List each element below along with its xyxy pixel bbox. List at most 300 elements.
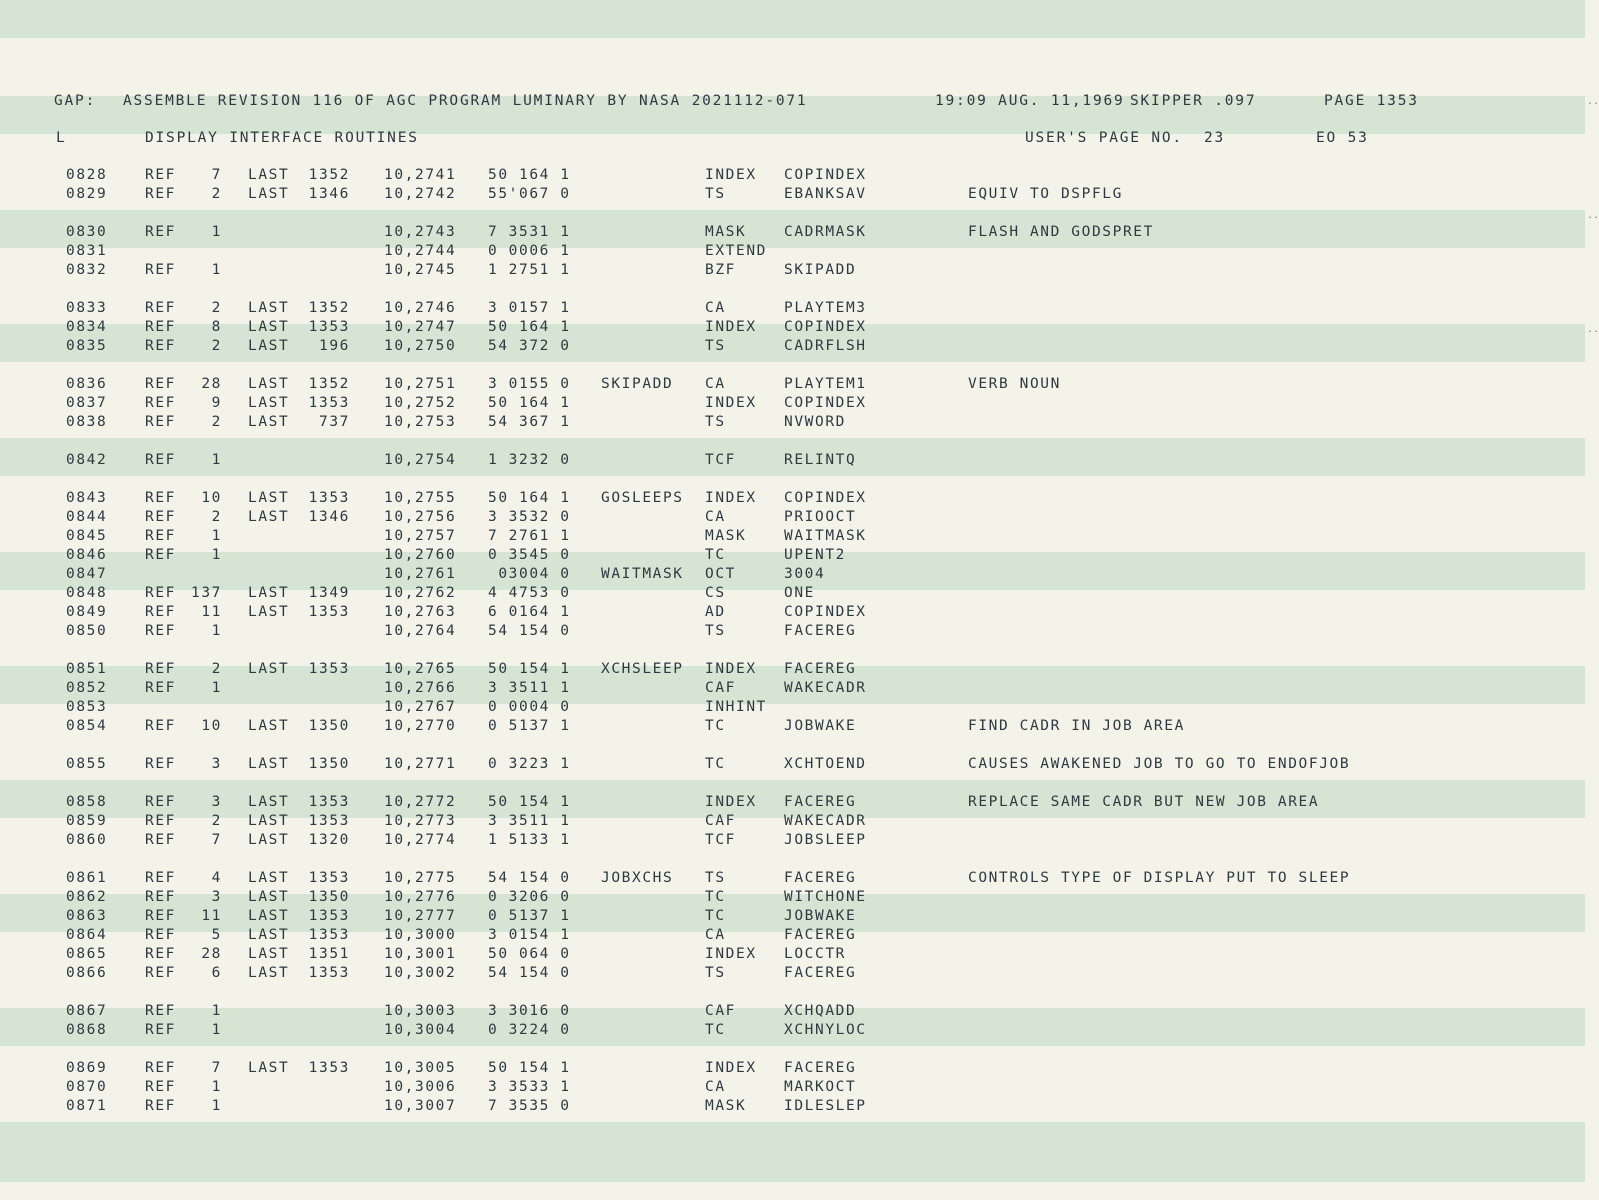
listing-row: [0, 869, 1599, 888]
address: 10,2770: [384, 718, 457, 734]
last-label: LAST: [248, 376, 290, 392]
listing-row: [0, 166, 1599, 185]
listing-row: [0, 546, 1599, 565]
listing-row: [0, 755, 1599, 774]
operand: FACEREG: [784, 661, 857, 677]
last-label: LAST: [248, 870, 290, 886]
last-page: 1353: [308, 661, 350, 677]
ref-marker: REF: [145, 813, 176, 829]
operand: SKIPADD: [784, 262, 857, 278]
operand: COPINDEX: [784, 395, 867, 411]
users-page-number: USER'S PAGE NO. 23: [1025, 130, 1226, 146]
ref-marker: REF: [145, 1003, 176, 1019]
machine-code: 50 154 1: [488, 1060, 571, 1076]
edge-mark: ..: [1586, 324, 1599, 335]
line-number: 0855: [66, 756, 108, 772]
ref-marker: REF: [145, 623, 176, 639]
ref-marker: REF: [145, 946, 176, 962]
operand: FACEREG: [784, 794, 857, 810]
ref-count: 3: [211, 756, 222, 772]
ref-marker: REF: [145, 756, 176, 772]
address: 10,2764: [384, 623, 457, 639]
ref-count: 2: [211, 186, 222, 202]
machine-code: 7 2761 1: [488, 528, 571, 544]
last-label: LAST: [248, 395, 290, 411]
operand: XCHNYLOC: [784, 1022, 867, 1038]
address: 10,2757: [384, 528, 457, 544]
address: 10,2766: [384, 680, 457, 696]
ref-marker: REF: [145, 718, 176, 734]
operand: IDLESLEP: [784, 1098, 867, 1114]
operand: WAITMASK: [784, 528, 867, 544]
line-number: 0832: [66, 262, 108, 278]
ref-count: 1: [211, 623, 222, 639]
machine-code: 0 5137 1: [488, 718, 571, 734]
machine-code: 3 3511 1: [488, 680, 571, 696]
machine-code: 50 154 1: [488, 794, 571, 810]
listing-row: [0, 1078, 1599, 1097]
ref-marker: REF: [145, 870, 176, 886]
address: 10,3001: [384, 946, 457, 962]
address: 10,2747: [384, 319, 457, 335]
ref-marker: REF: [145, 1022, 176, 1038]
opcode: INDEX: [705, 319, 757, 335]
comment: REPLACE SAME CADR BUT NEW JOB AREA: [968, 794, 1320, 810]
address: 10,2767: [384, 699, 457, 715]
line-number: 0860: [66, 832, 108, 848]
opcode: CA: [705, 300, 726, 316]
machine-code: 50 164 1: [488, 395, 571, 411]
line-number: 0837: [66, 395, 108, 411]
listing-row: [0, 318, 1599, 337]
ref-count: 10: [201, 490, 222, 506]
comment: FLASH AND GODSPRET: [968, 224, 1154, 240]
ref-marker: REF: [145, 1079, 176, 1095]
opcode: TS: [705, 965, 726, 981]
machine-code: 50 164 1: [488, 167, 571, 183]
comment: CONTROLS TYPE OF DISPLAY PUT TO SLEEP: [968, 870, 1351, 886]
ref-count: 137: [191, 585, 222, 601]
machine-code: 54 154 0: [488, 870, 571, 886]
ref-count: 1: [211, 262, 222, 278]
ref-marker: REF: [145, 262, 176, 278]
address: 10,2742: [384, 186, 457, 202]
operand: 3004: [784, 566, 826, 582]
line-number: 0871: [66, 1098, 108, 1114]
skipper: SKIPPER .097: [1130, 93, 1257, 109]
paper-stripe: [0, 1122, 1585, 1182]
listing-row: [0, 508, 1599, 527]
listing-row: [0, 299, 1599, 318]
last-label: LAST: [248, 889, 290, 905]
line-number: 0838: [66, 414, 108, 430]
comment: CAUSES AWAKENED JOB TO GO TO ENDOFJOB: [968, 756, 1351, 772]
listing-row: [0, 831, 1599, 850]
machine-code: 03004 0: [488, 566, 571, 582]
last-page: 1351: [308, 946, 350, 962]
listing-row: [0, 451, 1599, 470]
ref-count: 9: [211, 395, 222, 411]
opcode: TS: [705, 623, 726, 639]
ref-marker: REF: [145, 300, 176, 316]
ref-marker: REF: [145, 889, 176, 905]
line-number: 0850: [66, 623, 108, 639]
address: 10,2772: [384, 794, 457, 810]
last-page: 1353: [308, 794, 350, 810]
address: 10,2756: [384, 509, 457, 525]
machine-code: 0 3206 0: [488, 889, 571, 905]
address: 10,2754: [384, 452, 457, 468]
address: 10,2775: [384, 870, 457, 886]
address: 10,3004: [384, 1022, 457, 1038]
opcode: CA: [705, 1079, 726, 1095]
ref-count: 6: [211, 965, 222, 981]
line-number: 0863: [66, 908, 108, 924]
operand: JOBWAKE: [784, 718, 857, 734]
line-number: 0849: [66, 604, 108, 620]
listing-row: [0, 679, 1599, 698]
opcode: CAF: [705, 813, 736, 829]
opcode: TC: [705, 756, 726, 772]
listing-row: [0, 337, 1599, 356]
operand: WAKECADR: [784, 813, 867, 829]
last-label: LAST: [248, 946, 290, 962]
machine-code: 55'067 0: [488, 186, 571, 202]
machine-code: 50 154 1: [488, 661, 571, 677]
address: 10,3003: [384, 1003, 457, 1019]
listing-row: [0, 1021, 1599, 1040]
machine-code: 7 3531 1: [488, 224, 571, 240]
opcode: TC: [705, 889, 726, 905]
line-number: 0834: [66, 319, 108, 335]
listing-row: [0, 1097, 1599, 1116]
ref-count: 2: [211, 414, 222, 430]
line-number: 0848: [66, 585, 108, 601]
operand: FACEREG: [784, 870, 857, 886]
last-label: LAST: [248, 186, 290, 202]
last-label: LAST: [248, 965, 290, 981]
comment: FIND CADR IN JOB AREA: [968, 718, 1185, 734]
symbol-label: XCHSLEEP: [601, 661, 684, 677]
opcode: TS: [705, 186, 726, 202]
opcode: INDEX: [705, 946, 757, 962]
last-label: LAST: [248, 338, 290, 354]
address: 10,2743: [384, 224, 457, 240]
operand: CADRMASK: [784, 224, 867, 240]
symbol-label: GOSLEEPS: [601, 490, 684, 506]
listing-row: [0, 964, 1599, 983]
machine-code: 0 0004 0: [488, 699, 571, 715]
ref-marker: REF: [145, 338, 176, 354]
ref-count: 4: [211, 870, 222, 886]
machine-code: 4 4753 0: [488, 585, 571, 601]
opcode: TS: [705, 870, 726, 886]
opcode: INDEX: [705, 167, 757, 183]
machine-code: 1 5133 1: [488, 832, 571, 848]
machine-code: 3 3016 0: [488, 1003, 571, 1019]
operand: FACEREG: [784, 623, 857, 639]
operand: CADRFLSH: [784, 338, 867, 354]
operand: LOCCTR: [784, 946, 846, 962]
listing-row: [0, 1059, 1599, 1078]
machine-code: 54 367 1: [488, 414, 571, 430]
ref-count: 1: [211, 452, 222, 468]
edge-mark: ..: [1586, 96, 1599, 107]
line-number: 0866: [66, 965, 108, 981]
opcode: INDEX: [705, 661, 757, 677]
line-number: 0846: [66, 547, 108, 563]
address: 10,3005: [384, 1060, 457, 1076]
page-number: PAGE 1353: [1324, 93, 1419, 109]
operand: PLAYTEM3: [784, 300, 867, 316]
address: 10,2752: [384, 395, 457, 411]
machine-code: 3 0154 1: [488, 927, 571, 943]
edge-mark: ..: [1586, 210, 1599, 221]
listing-row: [0, 907, 1599, 926]
opcode: INHINT: [705, 699, 767, 715]
ref-count: 2: [211, 338, 222, 354]
machine-code: 0 0006 1: [488, 243, 571, 259]
operand: XCHTOEND: [784, 756, 867, 772]
line-number: 0851: [66, 661, 108, 677]
listing-row: [0, 413, 1599, 432]
ref-marker: REF: [145, 794, 176, 810]
address: 10,2753: [384, 414, 457, 430]
listing-row: [0, 489, 1599, 508]
line-number: 0869: [66, 1060, 108, 1076]
listing-row: [0, 584, 1599, 603]
machine-code: 1 2751 1: [488, 262, 571, 278]
machine-code: 50 064 0: [488, 946, 571, 962]
line-number: 0833: [66, 300, 108, 316]
machine-code: 54 154 0: [488, 623, 571, 639]
opcode: TC: [705, 1022, 726, 1038]
listing-row: [0, 375, 1599, 394]
last-page: 1353: [308, 1060, 350, 1076]
line-number: 0868: [66, 1022, 108, 1038]
address: 10,3006: [384, 1079, 457, 1095]
address: 10,2765: [384, 661, 457, 677]
machine-code: 1 3232 0: [488, 452, 571, 468]
opcode: MASK: [705, 224, 747, 240]
last-page: 1346: [308, 509, 350, 525]
ref-count: 1: [211, 1003, 222, 1019]
ref-count: 28: [201, 946, 222, 962]
machine-code: 3 3532 0: [488, 509, 571, 525]
address: 10,3002: [384, 965, 457, 981]
ref-marker: REF: [145, 376, 176, 392]
last-page: 1352: [308, 167, 350, 183]
ref-count: 28: [201, 376, 222, 392]
ref-count: 7: [211, 1060, 222, 1076]
operand: WITCHONE: [784, 889, 867, 905]
operand: FACEREG: [784, 965, 857, 981]
ref-marker: REF: [145, 604, 176, 620]
ref-count: 1: [211, 547, 222, 563]
last-label: LAST: [248, 661, 290, 677]
ref-count: 2: [211, 509, 222, 525]
ref-marker: REF: [145, 1060, 176, 1076]
opcode: CAF: [705, 1003, 736, 1019]
last-page: 1349: [308, 585, 350, 601]
last-page: 1352: [308, 300, 350, 316]
address: 10,2763: [384, 604, 457, 620]
comment: VERB NOUN: [968, 376, 1061, 392]
opcode: CA: [705, 376, 726, 392]
ref-count: 7: [211, 832, 222, 848]
ref-marker: REF: [145, 832, 176, 848]
ref-count: 11: [201, 908, 222, 924]
machine-code: 54 372 0: [488, 338, 571, 354]
ref-marker: REF: [145, 167, 176, 183]
ref-count: 1: [211, 1022, 222, 1038]
operand: MARKOCT: [784, 1079, 857, 1095]
listing-row: [0, 565, 1599, 584]
operand: FACEREG: [784, 927, 857, 943]
operand: RELINTQ: [784, 452, 857, 468]
ref-marker: REF: [145, 452, 176, 468]
last-page: 1353: [308, 908, 350, 924]
last-page: 1353: [308, 813, 350, 829]
last-page: 1353: [308, 604, 350, 620]
ref-marker: REF: [145, 661, 176, 677]
opcode: INDEX: [705, 395, 757, 411]
last-label: LAST: [248, 167, 290, 183]
ref-count: 7: [211, 167, 222, 183]
line-number: 0864: [66, 927, 108, 943]
opcode: CAF: [705, 680, 736, 696]
listing-row: [0, 888, 1599, 907]
last-label: LAST: [248, 813, 290, 829]
operand: WAKECADR: [784, 680, 867, 696]
line-number: 0829: [66, 186, 108, 202]
last-page: 1350: [308, 718, 350, 734]
operand: EBANKSAV: [784, 186, 867, 202]
machine-code: 3 3511 1: [488, 813, 571, 829]
opcode: TC: [705, 547, 726, 563]
machine-code: 7 3535 0: [488, 1098, 571, 1114]
last-page: 1353: [308, 870, 350, 886]
listing-row: [0, 527, 1599, 546]
ref-count: 1: [211, 1098, 222, 1114]
ref-count: 2: [211, 300, 222, 316]
operand: ONE: [784, 585, 815, 601]
line-number: 0858: [66, 794, 108, 810]
last-label: LAST: [248, 319, 290, 335]
listing-row: [0, 622, 1599, 641]
machine-code: 0 3223 1: [488, 756, 571, 772]
listing-row: [0, 945, 1599, 964]
address: 10,2762: [384, 585, 457, 601]
ref-marker: REF: [145, 509, 176, 525]
ref-marker: REF: [145, 490, 176, 506]
listing-row: [0, 812, 1599, 831]
ref-count: 8: [211, 319, 222, 335]
last-label: LAST: [248, 414, 290, 430]
last-label: LAST: [248, 927, 290, 943]
last-page: 1320: [308, 832, 350, 848]
opcode: TS: [705, 338, 726, 354]
last-page: 737: [319, 414, 350, 430]
last-page: 1353: [308, 490, 350, 506]
section-title: DISPLAY INTERFACE ROUTINES: [145, 130, 419, 146]
ref-count: 3: [211, 794, 222, 810]
line-number: 0862: [66, 889, 108, 905]
line-number: 0845: [66, 528, 108, 544]
line-number: 0842: [66, 452, 108, 468]
ref-marker: REF: [145, 528, 176, 544]
ref-marker: REF: [145, 395, 176, 411]
section-letter: L: [56, 130, 67, 146]
ref-marker: REF: [145, 927, 176, 943]
listing-row: [0, 261, 1599, 280]
listing-row: [0, 394, 1599, 413]
line-number: 0831: [66, 243, 108, 259]
address: 10,2773: [384, 813, 457, 829]
address: 10,2744: [384, 243, 457, 259]
line-number: 0867: [66, 1003, 108, 1019]
ref-count: 1: [211, 680, 222, 696]
address: 10,2746: [384, 300, 457, 316]
line-number: 0844: [66, 509, 108, 525]
machine-code: 0 5137 1: [488, 908, 571, 924]
opcode: TC: [705, 718, 726, 734]
timestamp: 19:09 AUG. 11,1969: [935, 93, 1125, 109]
opcode: TCF: [705, 832, 736, 848]
opcode: TC: [705, 908, 726, 924]
line-number: 0830: [66, 224, 108, 240]
address: 10,2777: [384, 908, 457, 924]
last-label: LAST: [248, 300, 290, 316]
ref-count: 2: [211, 813, 222, 829]
address: 10,2761: [384, 566, 457, 582]
opcode: CA: [705, 927, 726, 943]
line-number: 0836: [66, 376, 108, 392]
listing-row: [0, 926, 1599, 945]
ref-marker: REF: [145, 414, 176, 430]
address: 10,3007: [384, 1098, 457, 1114]
symbol-label: JOBXCHS: [601, 870, 674, 886]
last-page: 1353: [308, 395, 350, 411]
operand: PRIOOCT: [784, 509, 857, 525]
last-label: LAST: [248, 585, 290, 601]
opcode: INDEX: [705, 490, 757, 506]
ref-marker: REF: [145, 965, 176, 981]
opcode: INDEX: [705, 1060, 757, 1076]
machine-code: 54 154 0: [488, 965, 571, 981]
machine-code: 0 3545 0: [488, 547, 571, 563]
last-page: 1353: [308, 927, 350, 943]
gap-label: GAP:: [54, 93, 97, 109]
last-label: LAST: [248, 509, 290, 525]
listing-row: [0, 185, 1599, 204]
ref-count: 3: [211, 889, 222, 905]
last-label: LAST: [248, 832, 290, 848]
last-page: 1353: [308, 319, 350, 335]
paper-stripe: [0, 0, 1585, 38]
listing-row: [0, 698, 1599, 717]
ref-marker: REF: [145, 1098, 176, 1114]
opcode: CA: [705, 509, 726, 525]
machine-code: 6 0164 1: [488, 604, 571, 620]
opcode: BZF: [705, 262, 736, 278]
ref-count: 1: [211, 224, 222, 240]
last-label: LAST: [248, 756, 290, 772]
ref-marker: REF: [145, 224, 176, 240]
machine-code: 50 164 1: [488, 319, 571, 335]
listing-row: [0, 717, 1599, 736]
operand: COPINDEX: [784, 167, 867, 183]
